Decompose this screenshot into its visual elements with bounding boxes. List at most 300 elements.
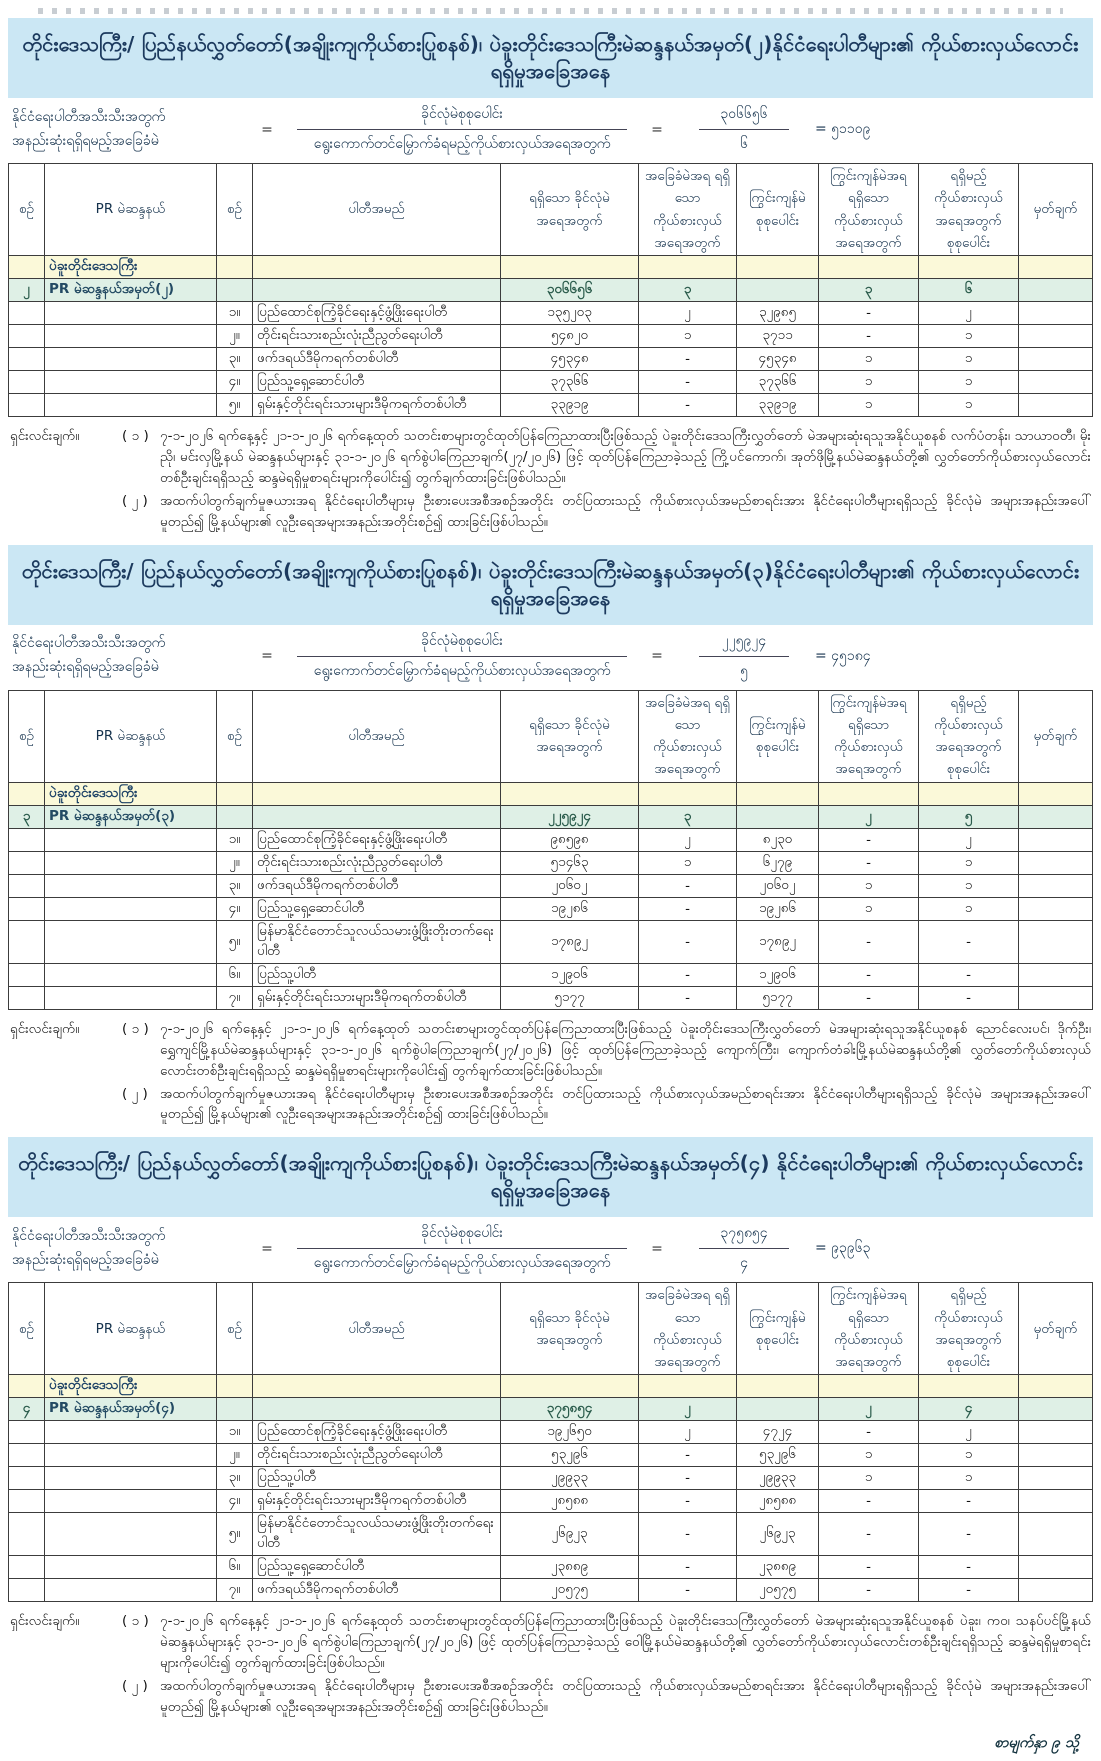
row-constituency bbox=[45, 874, 217, 897]
remark bbox=[1019, 325, 1093, 348]
remark bbox=[1019, 394, 1093, 417]
valid-votes: ၁၉၂၆၅၀ bbox=[501, 1421, 639, 1444]
table-row bbox=[9, 1444, 1093, 1467]
party-serial: ၄။ bbox=[217, 371, 253, 394]
party-name: ရှမ်းနှင့်တိုင်းရင်းသားများဒီမိုကရက်တစ်ပါတီ bbox=[253, 1490, 501, 1513]
region-blank bbox=[1019, 1375, 1093, 1398]
table-row bbox=[9, 1579, 1093, 1602]
extra-seats: - bbox=[819, 1421, 919, 1444]
note-number: ( ၁ ) bbox=[122, 1613, 149, 1630]
equals-sign: = bbox=[651, 1240, 663, 1257]
remark bbox=[1019, 828, 1093, 851]
remark bbox=[1019, 874, 1093, 897]
valid-votes: ၁၂၉၀၆ bbox=[501, 963, 639, 986]
section-title: တိုင်းဒေသကြီး/ ပြည်နယ်လွှတ်တော်(အချိုးကျကိုယ်စားပြုစနစ်)၊ ပဲခူးတိုင်းဒေသကြီးမဲဆန္ဒနယ်အမှတ်(၂)နိုင်ငံရေးပါတီများ၏ ကိုယ်စားလှယ်လောင်းရရှိမှုအခြေအနေ bbox=[8, 18, 1093, 98]
party-serial: ၃။ bbox=[217, 874, 253, 897]
row-serial-region bbox=[9, 1490, 45, 1513]
region-blank bbox=[1019, 256, 1093, 279]
party-name: တိုင်းရင်းသားစည်းလုံးညီညွတ်ရေးပါတီ bbox=[253, 325, 501, 348]
report-section bbox=[8, 545, 1093, 1128]
party-name: ပြည်ထောင်စုကြံ့ခိုင်ရေးနှင့်ဖွံ့ဖြိုးရေးပါတီ bbox=[253, 828, 501, 851]
total-seats: - bbox=[919, 920, 1019, 963]
region-row bbox=[9, 782, 1093, 805]
total-valid-votes: ၃၇၅၈၅၄ bbox=[699, 1223, 789, 1249]
valid-votes: ၂၆၉၂၃ bbox=[501, 1513, 639, 1556]
note-text: ၇-၁-၂၀၂၆ ရက်နေ့နှင့် ၂၁-၁-၂၀၂၆ ရက်နေ့ထုတ် သတင်းစာများတွင်ထုတ်ပြန်ကြေညာထားပြီးဖြစ်သည့် ပဲခူးတိုင်းဒေသကြီးလွှတ်တော် မဲအများဆုံးရသူအနိုင်ယူစနစ် ပဲခူး၊ ကဝ၊ သနပ်ပင်မြို့နယ်မဲဆန္ဒနယ်များနှင့် ၃၁-၁-၂၀၂၆ ရက်စွဲပါကြေညာချက်(၂၇/၂၀၂၆) ဖြင့် ထုတ်ပြန်ကြေညာခဲ့သည့် ဝေါမြို့နယ်မဲဆန္ဒနယ်တို့၏ လွှတ်တော်ကိုယ်စားလှယ်လောင်းတစ်ဦးချင်းရရှိသည့် ဆန္ဒမဲရရှိမှုစာရင်းများကိုပေါင်း၍ တွက်ချက်ထားခြင်းဖြစ်ပါသည်။ bbox=[160, 1613, 1091, 1672]
col-total-seats: ရရှိမည့် ကိုယ်စားလှယ် အရေအတွက် စုစုပေါင်း bbox=[919, 1283, 1019, 1375]
note-text: အထက်ပါတွက်ချက်မှုဇယားအရ နိုင်ငံရေးပါတီများမှ ဦးစားပေးအစီအစဉ်အတိုင်း တင်ပြထားသည့် ကိုယ်စားလှယ်အမည်စာရင်းအား နိုင်ငံရေးပါတီများရရှိသည့် ခိုင်လုံမဲ အများအနည်းအပေါ် မူတည်၍ မြို့နယ်များ၏ လူဦးရေအများအနည်းအတိုင်းစဉ်၍ ထားခြင်းဖြစ်ပါသည်။ bbox=[160, 1085, 1091, 1123]
remark bbox=[1019, 1579, 1093, 1602]
summary-blank bbox=[217, 1398, 253, 1421]
summary-valid-votes: ၃၇၅၈၅၄ bbox=[501, 1398, 639, 1421]
base-seats: - bbox=[639, 920, 737, 963]
summary-blank bbox=[253, 1398, 501, 1421]
note-item-1 bbox=[122, 426, 1091, 489]
quota-result: = ၅၁၁၀၉ bbox=[815, 121, 871, 137]
col-pr-constituency: PR မဲဆန္ဒနယ် bbox=[45, 690, 217, 782]
remainder-votes: ၃၇၃၆၆ bbox=[737, 371, 819, 394]
party-name: ရှမ်းနှင့်တိုင်းရင်းသားများဒီမိုကရက်တစ်ပါတီ bbox=[253, 986, 501, 1009]
equals-sign: = bbox=[261, 121, 273, 138]
row-constituency bbox=[45, 897, 217, 920]
header-row bbox=[9, 164, 1093, 256]
valid-votes: ၂၃၈၈၉ bbox=[501, 1556, 639, 1579]
remainder-votes: ၆၂၇၉ bbox=[737, 851, 819, 874]
party-rows bbox=[9, 1421, 1093, 1602]
note-item-2 bbox=[122, 1676, 1091, 1718]
total-seats: ၁ bbox=[919, 874, 1019, 897]
base-seats: - bbox=[639, 394, 737, 417]
valid-votes: ၃၃၉၁၉ bbox=[501, 394, 639, 417]
remark bbox=[1019, 963, 1093, 986]
row-constituency bbox=[45, 1579, 217, 1602]
row-serial-region bbox=[9, 986, 45, 1009]
extra-seats: - bbox=[819, 828, 919, 851]
table-row bbox=[9, 1421, 1093, 1444]
region-name: ပဲခူးတိုင်းဒေသကြီး bbox=[45, 1375, 217, 1398]
summary-remark bbox=[1019, 279, 1093, 302]
formula-label bbox=[12, 1225, 237, 1273]
remainder-votes: ၃၃၉၁၉ bbox=[737, 394, 819, 417]
denominator-label: ရွေးကောက်တင်မြှောက်ခံရမည့်ကိုယ်စားလှယ်အရေအတွက် bbox=[313, 1255, 611, 1272]
row-constituency bbox=[45, 348, 217, 371]
col-party-name: ပါတီအမည် bbox=[253, 690, 501, 782]
formula-label bbox=[12, 106, 237, 154]
summary-total-seats: ၄ bbox=[919, 1398, 1019, 1421]
total-seats: ၁ bbox=[919, 325, 1019, 348]
quota-formula bbox=[12, 1223, 1089, 1274]
base-seats: - bbox=[639, 897, 737, 920]
col-valid-votes: ရရှိသော ခိုင်လုံမဲအရေအတွက် bbox=[501, 164, 639, 256]
equals-sign: = bbox=[651, 648, 663, 665]
numerator-label: ခိုင်လုံမဲစုစုပေါင်း bbox=[297, 1223, 627, 1249]
total-seats: - bbox=[919, 1556, 1019, 1579]
row-constituency bbox=[45, 1490, 217, 1513]
seat-count: ၆ bbox=[740, 136, 748, 152]
note-text: ၇-၁-၂၀၂၆ ရက်နေ့နှင့် ၂၁-၁-၂၀၂၆ ရက်နေ့ထုတ် သတင်းစာများတွင်ထုတ်ပြန်ကြေညာထားပြီးဖြစ်သည့် ပဲခူးတိုင်းဒေသကြီးလွှတ်တော် မဲအများဆုံးရသူအနိုင်ယူစနစ် ညောင်လေးပင်၊ ဒိုက်ဦး၊ ရွှေကျင်မြို့နယ်မဲဆန္ဒနယ်များနှင့် ၃၁-၁-၂၀၂၆ ရက်စွဲပါကြေညာချက်(၂၇/၂၀၂၆) ဖြင့် ထုတ်ပြန်ကြေညာခဲ့သည့် ကျောက်ကြီး၊ ကျောက်တံခါးမြို့နယ်မဲဆန္ဒနယ်တို့၏ လွှတ်တော်ကိုယ်စားလှယ်လောင်းတစ်ဦးချင်းရရှိသည့် ဆန္ဒမဲရရှိမှုစာရင်းများကိုပေါင်း၍ တွက်ချက်ထားခြင်းဖြစ်ပါသည်။ bbox=[160, 1020, 1091, 1079]
remark bbox=[1019, 1490, 1093, 1513]
equals-sign: = bbox=[261, 648, 273, 665]
extra-seats: - bbox=[819, 1579, 919, 1602]
col-valid-votes: ရရှိသော ခိုင်လုံမဲအရေအတွက် bbox=[501, 1283, 639, 1375]
region-blank bbox=[639, 1375, 737, 1398]
col-valid-votes: ရရှိသော ခိုင်လုံမဲအရေအတွက် bbox=[501, 690, 639, 782]
row-serial-region bbox=[9, 1444, 45, 1467]
summary-base-seats: ၃ bbox=[639, 805, 737, 828]
region-name: ပဲခူးတိုင်းဒေသကြီး bbox=[45, 256, 217, 279]
valid-votes: ၉၈၅၉၈ bbox=[501, 828, 639, 851]
formula-label-line1: နိုင်ငံရေးပါတီအသီးသီးအတွက် bbox=[12, 108, 166, 125]
party-name: ရှမ်းနှင့်တိုင်းရင်းသားများဒီမိုကရက်တစ်ပါတီ bbox=[253, 394, 501, 417]
table-row bbox=[9, 851, 1093, 874]
table-row bbox=[9, 1556, 1093, 1579]
remark bbox=[1019, 348, 1093, 371]
base-seats: - bbox=[639, 1490, 737, 1513]
constituency-summary-row bbox=[9, 805, 1093, 828]
row-constituency bbox=[45, 963, 217, 986]
valid-votes: ၅၃၂၉၆ bbox=[501, 1444, 639, 1467]
party-serial: ၅။ bbox=[217, 394, 253, 417]
party-serial: ၆။ bbox=[217, 963, 253, 986]
row-constituency bbox=[45, 1421, 217, 1444]
valid-votes: ၁၇၈၉၂ bbox=[501, 920, 639, 963]
col-serial: စဉ် bbox=[9, 164, 45, 256]
remainder-votes: ၄၇၂၄ bbox=[737, 1421, 819, 1444]
formula-fraction bbox=[297, 104, 627, 155]
remark bbox=[1019, 897, 1093, 920]
explanatory-notes bbox=[10, 1019, 1091, 1128]
notes-body bbox=[122, 1019, 1091, 1128]
extra-seats: - bbox=[819, 851, 919, 874]
summary-remainder bbox=[737, 805, 819, 828]
total-valid-votes: ၃၀၆၆၅၆ bbox=[699, 104, 789, 130]
table-row bbox=[9, 371, 1093, 394]
notes-label: ရှင်းလင်းချက်။ bbox=[10, 1020, 80, 1037]
table-row bbox=[9, 828, 1093, 851]
note-number: ( ၂ ) bbox=[122, 492, 148, 509]
extra-seats: ၁ bbox=[819, 897, 919, 920]
summary-blank bbox=[253, 805, 501, 828]
region-blank bbox=[819, 1375, 919, 1398]
base-seats: - bbox=[639, 1556, 737, 1579]
note-text: ၇-၁-၂၀၂၆ ရက်နေ့နှင့် ၂၁-၁-၂၀၂၆ ရက်နေ့ထုတ် သတင်းစာများတွင်ထုတ်ပြန်ကြေညာထားပြီးဖြစ်သည့် ပဲခူးတိုင်းဒေသကြီးလွှတ်တော် မဲအများဆုံးရသူအနိုင်ယူစနစ် လက်ပံတန်း၊ သာယာဝတီ၊ မိုးညို၊ မင်းလှမြို့နယ် မဲဆန္ဒနယ်များနှင့် ၃၁-၁-၂၀၂၆ ရက်စွဲပါကြေညာချက်(၂၇/၂၀၂၆) ဖြင့် ထုတ်ပြန်ကြေညာခဲ့သည့် ကြို့ပင်ကောက်၊ အုတ်ဖိုမြို့နယ်မဲဆန္ဒနယ်တို့၏ လွှတ်တော်ကိုယ်စားလှယ်လောင်းတစ်ဦးချင်းရရှိသည့် ဆန္ဒမဲရရှိမှုစာရင်းများကိုပေါင်း၍ တွက်ချက်ထားခြင်းဖြစ်ပါသည်။ bbox=[160, 428, 1091, 486]
region-blank bbox=[819, 782, 919, 805]
summary-name: PR မဲဆန္ဒနယ်အမှတ်(၄) bbox=[45, 1398, 217, 1421]
region-blank bbox=[737, 1375, 819, 1398]
base-seats: - bbox=[639, 986, 737, 1009]
value-fraction bbox=[699, 631, 789, 682]
summary-valid-votes: ၂၂၅၉၂၄ bbox=[501, 805, 639, 828]
formula-label-line2: အနည်းဆုံးရရှိရမည့်အခြေခံမဲ bbox=[12, 132, 159, 149]
summary-base-seats: ၃ bbox=[639, 279, 737, 302]
formula-label-line2: အနည်းဆုံးရရှိရမည့်အခြေခံမဲ bbox=[12, 659, 159, 676]
equals-sign: = bbox=[651, 121, 663, 138]
region-blank bbox=[919, 1375, 1019, 1398]
report-section bbox=[8, 1137, 1093, 1720]
remark bbox=[1019, 851, 1093, 874]
base-seats: - bbox=[639, 371, 737, 394]
base-seats: ၂ bbox=[639, 1421, 737, 1444]
summary-remark bbox=[1019, 805, 1093, 828]
party-name: တိုင်းရင်းသားစည်းလုံးညီညွတ်ရေးပါတီ bbox=[253, 1444, 501, 1467]
base-seats: - bbox=[639, 963, 737, 986]
summary-remainder bbox=[737, 1398, 819, 1421]
row-serial-region bbox=[9, 1467, 45, 1490]
summary-remainder bbox=[737, 279, 819, 302]
summary-blank bbox=[217, 279, 253, 302]
remainder-votes: ၃၇၁၁ bbox=[737, 325, 819, 348]
total-seats: - bbox=[919, 986, 1019, 1009]
header-row bbox=[9, 1283, 1093, 1375]
row-serial-region bbox=[9, 371, 45, 394]
table-row bbox=[9, 1467, 1093, 1490]
total-seats: ၁ bbox=[919, 1444, 1019, 1467]
summary-total-seats: ၆ bbox=[919, 279, 1019, 302]
row-serial-region bbox=[9, 874, 45, 897]
col-remainder-votes: ကြွင်းကျန်မဲ စုစုပေါင်း bbox=[737, 164, 819, 256]
row-serial-region bbox=[9, 1421, 45, 1444]
valid-votes: ၂၀၆၀၂ bbox=[501, 874, 639, 897]
remark bbox=[1019, 302, 1093, 325]
col-serial2: စဉ် bbox=[217, 1283, 253, 1375]
header-row bbox=[9, 690, 1093, 782]
numerator-label: ခိုင်လုံမဲစုစုပေါင်း bbox=[297, 104, 627, 130]
party-serial: ၁။ bbox=[217, 828, 253, 851]
quota-formula bbox=[12, 631, 1089, 682]
region-blank bbox=[253, 1375, 501, 1398]
region-serial bbox=[9, 782, 45, 805]
col-remark: မှတ်ချက် bbox=[1019, 690, 1093, 782]
summary-extra-seats: ၂ bbox=[819, 1398, 919, 1421]
row-constituency bbox=[45, 325, 217, 348]
note-number: ( ၁ ) bbox=[122, 428, 149, 445]
summary-extra-seats: ၂ bbox=[819, 805, 919, 828]
results-table bbox=[8, 163, 1093, 417]
summary-blank bbox=[253, 279, 501, 302]
extra-seats: - bbox=[819, 325, 919, 348]
extra-seats: - bbox=[819, 963, 919, 986]
notes-label: ရှင်းလင်းချက်။ bbox=[10, 1613, 80, 1630]
party-serial: ၂။ bbox=[217, 851, 253, 874]
notes-body bbox=[122, 426, 1091, 535]
table-row bbox=[9, 394, 1093, 417]
row-serial-region bbox=[9, 920, 45, 963]
formula-fraction bbox=[297, 631, 627, 682]
col-serial2: စဉ် bbox=[217, 690, 253, 782]
party-name: ပြည်ထောင်စုကြံ့ခိုင်ရေးနှင့်ဖွံ့ဖြိုးရေးပါတီ bbox=[253, 1421, 501, 1444]
quota-formula bbox=[12, 104, 1089, 155]
formula-label bbox=[12, 632, 237, 680]
constituency-summary-row bbox=[9, 1398, 1093, 1421]
base-seats: - bbox=[639, 1579, 737, 1602]
extra-seats: - bbox=[819, 1556, 919, 1579]
party-name: ပြည်သူ့ရှေ့ဆောင်ပါတီ bbox=[253, 897, 501, 920]
region-name: ပဲခူးတိုင်းဒေသကြီး bbox=[45, 782, 217, 805]
extra-seats: - bbox=[819, 1513, 919, 1556]
remark bbox=[1019, 920, 1093, 963]
col-remark: မှတ်ချက် bbox=[1019, 1283, 1093, 1375]
col-serial2: စဉ် bbox=[217, 164, 253, 256]
base-seats: ၁ bbox=[639, 325, 737, 348]
note-item-1 bbox=[122, 1611, 1091, 1674]
summary-blank bbox=[217, 805, 253, 828]
summary-serial: ၃ bbox=[9, 805, 45, 828]
remark bbox=[1019, 1513, 1093, 1556]
table-row bbox=[9, 897, 1093, 920]
valid-votes: ၂၀၅၇၅ bbox=[501, 1579, 639, 1602]
party-serial: ၆။ bbox=[217, 1556, 253, 1579]
base-seats: ၂ bbox=[639, 302, 737, 325]
party-name: တိုင်းရင်းသားစည်းလုံးညီညွတ်ရေးပါတီ bbox=[253, 851, 501, 874]
col-party-name: ပါတီအမည် bbox=[253, 1283, 501, 1375]
summary-name: PR မဲဆန္ဒနယ်အမှတ်(၃) bbox=[45, 805, 217, 828]
base-seats: - bbox=[639, 348, 737, 371]
col-extra-seats: ကြွင်းကျန်မဲအရ ရရှိသော ကိုယ်စားလှယ် အရေအတွက် bbox=[819, 690, 919, 782]
remainder-votes: ၄၅၃၄၈ bbox=[737, 348, 819, 371]
party-name: ဖက်ဒရယ်ဒီမိုကရက်တစ်ပါတီ bbox=[253, 874, 501, 897]
row-constituency bbox=[45, 1467, 217, 1490]
total-seats: ၁ bbox=[919, 897, 1019, 920]
total-seats: - bbox=[919, 1513, 1019, 1556]
region-row bbox=[9, 256, 1093, 279]
row-constituency bbox=[45, 828, 217, 851]
total-seats: ၁ bbox=[919, 851, 1019, 874]
region-blank bbox=[919, 782, 1019, 805]
remainder-votes: ၅၃၂၉၆ bbox=[737, 1444, 819, 1467]
remark bbox=[1019, 986, 1093, 1009]
total-seats: ၁ bbox=[919, 1467, 1019, 1490]
value-fraction bbox=[699, 1223, 789, 1274]
party-serial: ၂။ bbox=[217, 325, 253, 348]
extra-seats: ၁ bbox=[819, 348, 919, 371]
row-constituency bbox=[45, 1556, 217, 1579]
remainder-votes: ၂၉၉၃၃ bbox=[737, 1467, 819, 1490]
region-blank bbox=[737, 782, 819, 805]
party-serial: ၄။ bbox=[217, 897, 253, 920]
party-serial: ၇။ bbox=[217, 986, 253, 1009]
table-row bbox=[9, 325, 1093, 348]
note-item-2 bbox=[122, 1084, 1091, 1126]
base-seats: - bbox=[639, 1467, 737, 1490]
table-row bbox=[9, 963, 1093, 986]
total-seats: ၂ bbox=[919, 1421, 1019, 1444]
note-number: ( ၂ ) bbox=[122, 1085, 148, 1102]
party-name: ပြည်ထောင်စုကြံ့ခိုင်ရေးနှင့်ဖွံ့ဖြိုးရေးပါတီ bbox=[253, 302, 501, 325]
total-seats: ၂ bbox=[919, 828, 1019, 851]
note-number: ( ၂ ) bbox=[122, 1678, 148, 1695]
remainder-votes: ၈၂၃၀ bbox=[737, 828, 819, 851]
results-table bbox=[8, 690, 1093, 1010]
summary-serial: ၂ bbox=[9, 279, 45, 302]
remainder-votes: ၂၀၆၀၂ bbox=[737, 874, 819, 897]
region-blank bbox=[1019, 782, 1093, 805]
total-seats: - bbox=[919, 1490, 1019, 1513]
col-total-seats: ရရှိမည့် ကိုယ်စားလှယ် အရေအတွက် စုစုပေါင်း bbox=[919, 164, 1019, 256]
valid-votes: ၄၅၃၄၈ bbox=[501, 348, 639, 371]
base-seats: - bbox=[639, 1513, 737, 1556]
remark bbox=[1019, 1467, 1093, 1490]
row-constituency bbox=[45, 920, 217, 963]
row-serial-region bbox=[9, 1579, 45, 1602]
extra-seats: - bbox=[819, 302, 919, 325]
table-row bbox=[9, 920, 1093, 963]
region-serial bbox=[9, 256, 45, 279]
extra-seats: ၁ bbox=[819, 1444, 919, 1467]
valid-votes: ၅၄၈၂၀ bbox=[501, 325, 639, 348]
region-blank bbox=[737, 256, 819, 279]
row-serial-region bbox=[9, 325, 45, 348]
region-blank bbox=[501, 782, 639, 805]
valid-votes: ၅၁၇၇ bbox=[501, 986, 639, 1009]
row-serial-region bbox=[9, 897, 45, 920]
base-seats: - bbox=[639, 874, 737, 897]
valid-votes: ၂၉၉၃၃ bbox=[501, 1467, 639, 1490]
row-serial-region bbox=[9, 828, 45, 851]
party-rows bbox=[9, 828, 1093, 1009]
row-constituency bbox=[45, 394, 217, 417]
region-blank bbox=[253, 782, 501, 805]
party-serial: ၁။ bbox=[217, 302, 253, 325]
summary-extra-seats: ၃ bbox=[819, 279, 919, 302]
col-serial: စဉ် bbox=[9, 1283, 45, 1375]
extra-seats: - bbox=[819, 920, 919, 963]
summary-valid-votes: ၃၀၆၆၅၆ bbox=[501, 279, 639, 302]
row-serial-region bbox=[9, 1556, 45, 1579]
party-serial: ၃။ bbox=[217, 1467, 253, 1490]
notes-body bbox=[122, 1611, 1091, 1720]
total-seats: - bbox=[919, 963, 1019, 986]
total-seats: ၁ bbox=[919, 371, 1019, 394]
table-row bbox=[9, 302, 1093, 325]
extra-seats: ၁ bbox=[819, 1467, 919, 1490]
remainder-votes: ၂၃၈၈၉ bbox=[737, 1556, 819, 1579]
region-row bbox=[9, 1375, 1093, 1398]
clipped-previous-line bbox=[38, 8, 1063, 14]
row-constituency bbox=[45, 302, 217, 325]
remark bbox=[1019, 1556, 1093, 1579]
total-seats: ၁ bbox=[919, 394, 1019, 417]
party-name: ပြည်သူ့ပါတီ bbox=[253, 1467, 501, 1490]
remainder-votes: ၁၉၂၈၆ bbox=[737, 897, 819, 920]
region-blank bbox=[501, 256, 639, 279]
remainder-votes: ၂၈၅၈၈ bbox=[737, 1490, 819, 1513]
value-fraction bbox=[699, 104, 789, 155]
seat-count: ၅ bbox=[740, 662, 748, 679]
summary-total-seats: ၅ bbox=[919, 805, 1019, 828]
remark bbox=[1019, 371, 1093, 394]
col-remark: မှတ်ချက် bbox=[1019, 164, 1093, 256]
table-row bbox=[9, 874, 1093, 897]
summary-base-seats: ၂ bbox=[639, 1398, 737, 1421]
base-seats: - bbox=[639, 1444, 737, 1467]
row-constituency bbox=[45, 1444, 217, 1467]
valid-votes: ၂၈၅၈၈ bbox=[501, 1490, 639, 1513]
extra-seats: ၁ bbox=[819, 874, 919, 897]
section-title: တိုင်းဒေသကြီး/ ပြည်နယ်လွှတ်တော်(အချိုးကျကိုယ်စားပြုစနစ်)၊ ပဲခူးတိုင်းဒေသကြီးမဲဆန္ဒနယ်အမှတ်(၃)နိုင်ငံရေးပါတီများ၏ ကိုယ်စားလှယ်လောင်းရရှိမှုအခြေအနေ bbox=[8, 545, 1093, 625]
row-serial-region bbox=[9, 302, 45, 325]
remainder-votes: ၅၁၇၇ bbox=[737, 986, 819, 1009]
note-text: အထက်ပါတွက်ချက်မှုဇယားအရ နိုင်ငံရေးပါတီများမှ ဦးစားပေးအစီအစဉ်အတိုင်း တင်ပြထားသည့် ကိုယ်စားလှယ်အမည်စာရင်းအား နိုင်ငံရေးပါတီများရရှိသည့် ခိုင်လုံမဲ အများအနည်းအပေါ် မူတည်၍ မြို့နယ်များ၏ လူဦးရေအများအနည်းအတိုင်းစဉ်၍ ထားခြင်းဖြစ်ပါသည်။ bbox=[160, 492, 1091, 530]
region-blank bbox=[639, 782, 737, 805]
extra-seats: - bbox=[819, 1490, 919, 1513]
party-serial: ၁။ bbox=[217, 1421, 253, 1444]
table-row bbox=[9, 348, 1093, 371]
table-row bbox=[9, 1513, 1093, 1556]
party-serial: ၄။ bbox=[217, 1490, 253, 1513]
formula-label-line1: နိုင်ငံရေးပါတီအသီးသီးအတွက် bbox=[12, 635, 166, 652]
valid-votes: ၃၇၃၆၆ bbox=[501, 371, 639, 394]
table-row bbox=[9, 1490, 1093, 1513]
